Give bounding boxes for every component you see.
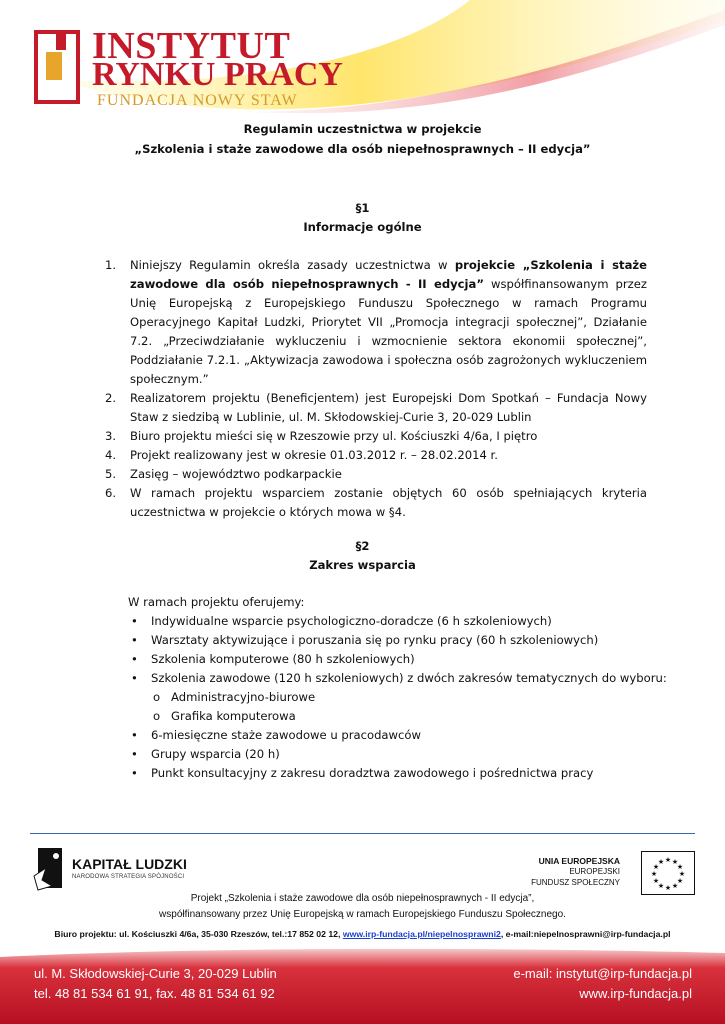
list-item: [128, 745, 668, 764]
list-item: [128, 726, 668, 745]
list-text: Biuro projektu mieści się w Rzeszowie przy ul. Kościuszki 4/6a, I piętro: [130, 429, 538, 443]
kapital-ludzki-logo-icon: [32, 846, 64, 896]
bullet-icon: •: [131, 766, 138, 780]
footer-divider: [30, 833, 695, 834]
eu-flag-icon: [641, 851, 695, 895]
kapital-ludzki-subtitle: NARODOWA STRATEGIA SPÓJNOŚCI: [72, 874, 185, 880]
office-address: Biuro projektu: ul. Kościuszki 4/6a, 35-030 Rzeszów, tel.:17 852 02 12,: [54, 929, 343, 939]
bullet-icon: •: [131, 633, 138, 647]
svg-text:★: ★: [671, 882, 679, 890]
section2-number: §2: [355, 539, 370, 553]
list-item: [105, 465, 647, 484]
svg-text:★: ★: [652, 877, 660, 885]
logo-title-line1: INSTYTUT: [92, 25, 291, 67]
list-text-bold: projekcie „Szkolenia i staże zawodowe dla osób niepełnosprawnych - II edycja”: [130, 258, 648, 291]
list-item: [128, 650, 668, 669]
list-text: Zasięg – województwo podkarpackie: [130, 467, 342, 481]
svg-text:★: ★: [650, 870, 658, 878]
logo-title-line2: RYNKU PRACY: [92, 56, 343, 93]
office-email: , e-mail:niepelnosprawni@irp-fundacja.pl: [500, 929, 671, 939]
band-website: www.irp-fundacja.pl: [579, 986, 692, 1001]
document-title-line1: Regulamin uczestnictwa w projekcie: [243, 122, 482, 136]
list-number: 2.: [105, 391, 117, 405]
list-item: [128, 764, 668, 783]
circle-bullet-icon: o: [153, 690, 161, 704]
eu-label-line3: FUNDUSZ SPOŁECZNY: [531, 878, 620, 887]
list-text: współfinansowanym przez Unię Europejską z Europejskiego Funduszu Społecznego w ramach Programu Operacyjnego Kapitał Ludzki, Priorytet VII „Promocja integracji społecznej”, Działanie 7.2. „Przeciwdziałanie wykluczeniu i wzmocnienie sektora ekonomii społecznej”, Poddziałanie 7.2.1. „Aktywizacja zawodowa i społeczna osób zagrożonych wykluczeniem społecznym.”: [130, 277, 647, 386]
sub-list-item: [128, 688, 668, 707]
project-info-line1: Projekt „Szkolenia i staże zawodowe dla osób niepełnosprawnych - II edycja”,: [190, 893, 535, 904]
bullet-icon: •: [131, 652, 138, 666]
svg-text:★: ★: [664, 884, 672, 892]
band-address: ul. M. Skłodowskiej-Curie 3, 20-029 Lublin: [34, 966, 277, 981]
list-item: [128, 612, 668, 631]
list-text: Administracyjno-biurowe: [171, 690, 316, 704]
list-item: [128, 669, 668, 688]
list-item: [105, 427, 647, 446]
list-text: 6-miesięczne staże zawodowe u pracodawców: [151, 728, 421, 742]
bullet-icon: •: [131, 671, 138, 685]
svg-text:★: ★: [678, 870, 686, 878]
svg-text:★: ★: [676, 877, 684, 885]
band-email: e-mail: instytut@irp-fundacja.pl: [513, 966, 692, 981]
list-text: Realizatorem projektu (Beneficjentem) jest Europejski Dom Spotkań – Fundacja Nowy Staw z siedzibą w Lublinie, ul. M. Skłodowskiej-Curie 3, 20-029 Lublin: [130, 391, 647, 424]
section1-list: [105, 256, 647, 522]
circle-bullet-icon: o: [153, 709, 161, 723]
bullet-icon: •: [131, 747, 138, 761]
office-contact-line: [0, 929, 725, 939]
list-item: [105, 256, 647, 389]
section1-heading: Informacje ogólne: [303, 220, 422, 234]
instytut-logo-icon: [34, 30, 80, 104]
list-number: 3.: [105, 429, 117, 443]
list-text: Punkt konsultacyjny z zakresu doradztwa zawodowego i pośrednictwa pracy: [151, 766, 594, 780]
section2-intro: W ramach projektu oferujemy:: [128, 595, 305, 609]
section2-list: [128, 593, 668, 783]
svg-text:★: ★: [657, 882, 665, 890]
bullet-icon: •: [131, 728, 138, 742]
list-text: Szkolenia komputerowe (80 h szkoleniowych): [151, 652, 415, 666]
list-text: Niniejszy Regulamin określa zasady uczestnictwa w: [130, 258, 455, 272]
list-text: Projekt realizowany jest w okresie 01.03.2012 r. – 28.02.2014 r.: [130, 448, 498, 462]
kapital-ludzki-label: KAPITAŁ LUDZKI: [72, 856, 187, 872]
eu-label-line1: UNIA EUROPEJSKA: [538, 856, 620, 866]
section1-number: §1: [355, 201, 370, 215]
svg-text:★: ★: [671, 858, 679, 866]
list-text: Szkolenia zawodowe (120 h szkoleniowych) z dwóch zakresów tematycznych do wyboru:: [151, 671, 667, 685]
sub-list-item: [128, 707, 668, 726]
eu-label-line2: EUROPEJSKI: [569, 867, 620, 876]
project-info-line2: współfinansowany przez Unię Europejską w ramach Europejskiego Funduszu Społecznego.: [159, 909, 566, 920]
list-item: [105, 484, 647, 522]
document-title-line2: „Szkolenia i staże zawodowe dla osób niepełnosprawnych – II edycja”: [134, 142, 591, 156]
list-item: [105, 446, 647, 465]
svg-text:★: ★: [652, 863, 660, 871]
list-text: W ramach projektu wsparciem zostanie objętych 60 osób spełniających kryteria uczestnictwa w projekcie o których mowa w §4.: [130, 486, 647, 519]
svg-text:★: ★: [664, 856, 672, 864]
svg-text:★: ★: [676, 863, 684, 871]
list-text: Indywidualne wsparcie psychologiczno-doradcze (6 h szkoleniowych): [151, 614, 552, 628]
svg-text:★: ★: [657, 858, 665, 866]
bullet-icon: •: [131, 614, 138, 628]
list-item: [105, 389, 647, 427]
list-item: [128, 631, 668, 650]
list-text: Warsztaty aktywizujące i poruszania się po rynku pracy (60 h szkoleniowych): [151, 633, 599, 647]
list-text: Grupy wsparcia (20 h): [151, 747, 280, 761]
list-number: 4.: [105, 448, 117, 462]
section2-heading: Zakres wsparcia: [309, 558, 416, 572]
list-number: 1.: [105, 258, 117, 272]
logo-subtitle: FUNDACJA NOWY STAW: [97, 92, 298, 109]
list-text: Grafika komputerowa: [171, 709, 296, 723]
band-phones: tel. 48 81 534 61 91, fax. 48 81 534 61 92: [34, 986, 275, 1001]
list-number: 6.: [105, 486, 117, 500]
project-website-link[interactable]: www.irp-fundacja.pl/niepelnosprawni2: [342, 929, 501, 939]
list-number: 5.: [105, 467, 117, 481]
